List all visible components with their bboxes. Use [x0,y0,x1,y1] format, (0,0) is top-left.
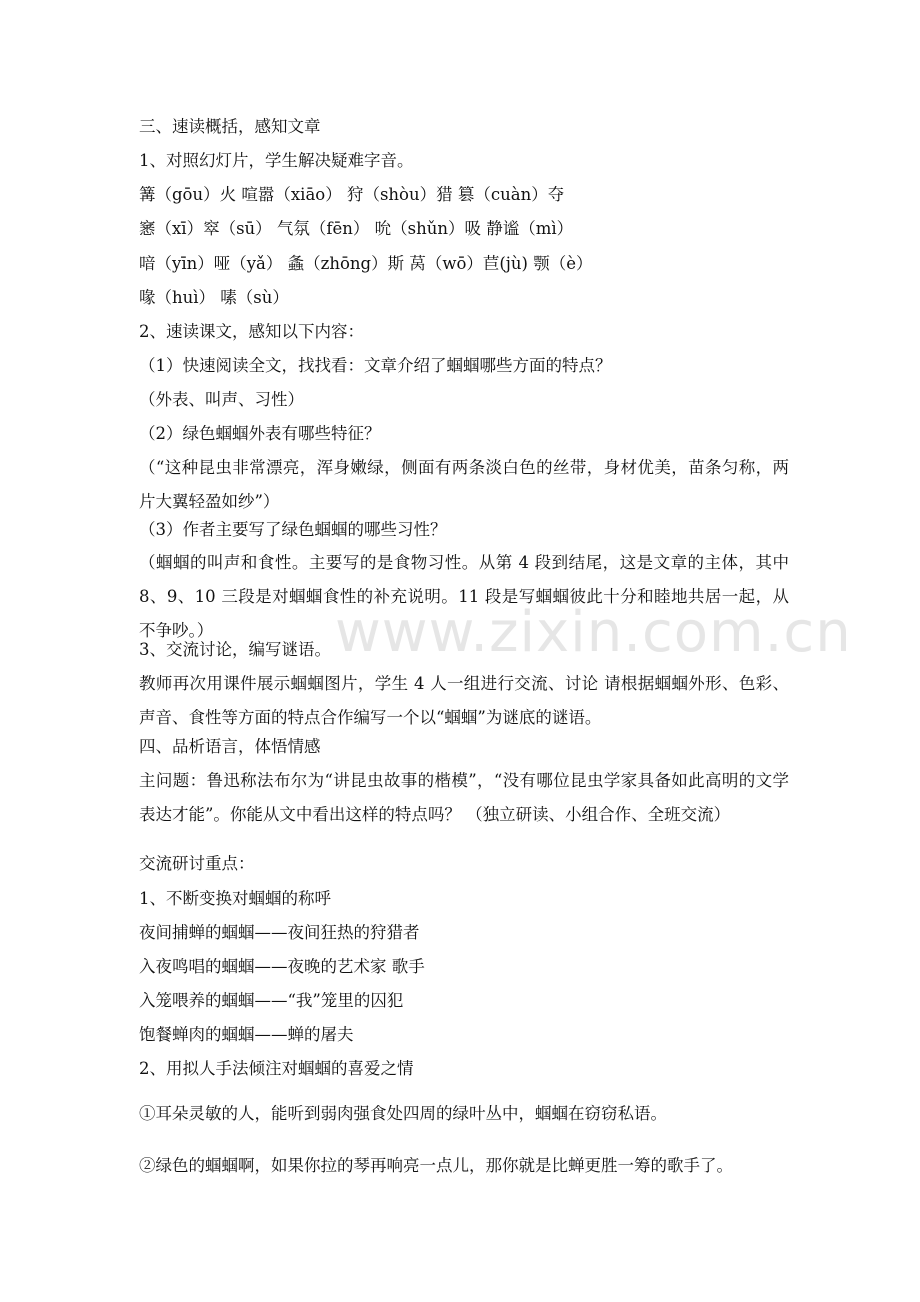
answer-paragraph: （“这种昆虫非常漂亮，浑身嫩绿，侧面有两条淡白色的丝带，身材优美，苗条匀称，两片大翼轻盈如纱”） [139,458,789,511]
list-heading: 2、用拟人手法倾注对蝈蝈的喜爱之情 [139,1059,414,1078]
pinyin-line: 窸（xī）窣（sū） 气氛（fēn） 吮（shǔn）吸 静谧（mì） [139,219,574,238]
list-item: 饱餐蝉肉的蝈蝈——蝉的屠夫 [139,1025,354,1044]
question-text: （3）作者主要写了绿色蝈蝈的哪些习性？ [139,520,447,539]
subsection-heading: 2、速读课文，感知以下内容： [139,322,364,341]
answer-paragraph: （蝈蝈的叫声和食性。主要写的是食物习性。从第 4 段到结尾，这是文章的主体，其中 8、9、10 三段是对蝈蝈食性的补充说明。11 段是写蝈蝈彼此十分和睦地共居一起，从不争吵。） [139,553,789,640]
section-heading: 四、品析语言，体悟情感 [139,737,321,756]
pinyin-line: 喑（yīn）哑（yǎ） 螽（zhōng）斯 莴（wō）苣(jù) 颚（è） [139,254,593,273]
watermark: www.zixin.com.cn [335,600,852,665]
main-question-paragraph: 主问题：鲁迅称法布尔为“讲昆虫故事的楷模”，“没有哪位昆虫学家具备如此高明的文学表达才能”。你能从文中看出这样的特点吗？ （独立研读、小组合作、全班交流） [139,771,789,824]
example-sentence: ②绿色的蝈蝈啊，如果你拉的琴再响亮一点儿，那你就是比蝉更胜一筹的歌手了。 [139,1156,733,1175]
pinyin-line: 喙（huì） 嗉（sù） [139,288,289,307]
subsection-heading: 1、对照幻灯片，学生解决疑难字音。 [139,151,414,170]
subsection-heading: 3、交流讨论，编写谜语。 [139,640,331,659]
body-paragraph: 教师再次用课件展示蝈蝈图片，学生 4 人一组进行交流、讨论 请根据蝈蝈外形、色彩、声音、食性等方面的特点合作编写一个以“蝈蝈”为谜底的谜语。 [139,674,789,727]
question-text: （1）快速阅读全文，找找看：文章介绍了蝈蝈哪些方面的特点？ [139,356,612,375]
list-item: 入夜鸣唱的蝈蝈——夜晚的艺术家 歌手 [139,957,425,976]
list-heading: 1、不断变换对蝈蝈的称呼 [139,889,331,908]
answer-text: （外表、叫声、习性） [139,390,304,409]
section-heading: 三、速读概括，感知文章 [139,117,321,136]
pinyin-line: 篝（gōu）火 喧嚣（xiāo） 狩（shòu）猎 篡（cuàn）夺 [139,185,565,204]
list-item: 入笼喂养的蝈蝈——“我”笼里的囚犯 [139,991,404,1010]
list-item: 夜间捕蝉的蝈蝈——夜间狂热的狩猎者 [139,923,420,942]
example-sentence: ①耳朵灵敏的人，能听到弱肉强食处四周的绿叶丛中，蝈蝈在窃窃私语。 [139,1104,667,1123]
focus-heading: 交流研讨重点： [139,854,255,873]
question-text: （2）绿色蝈蝈外表有哪些特征？ [139,424,381,443]
